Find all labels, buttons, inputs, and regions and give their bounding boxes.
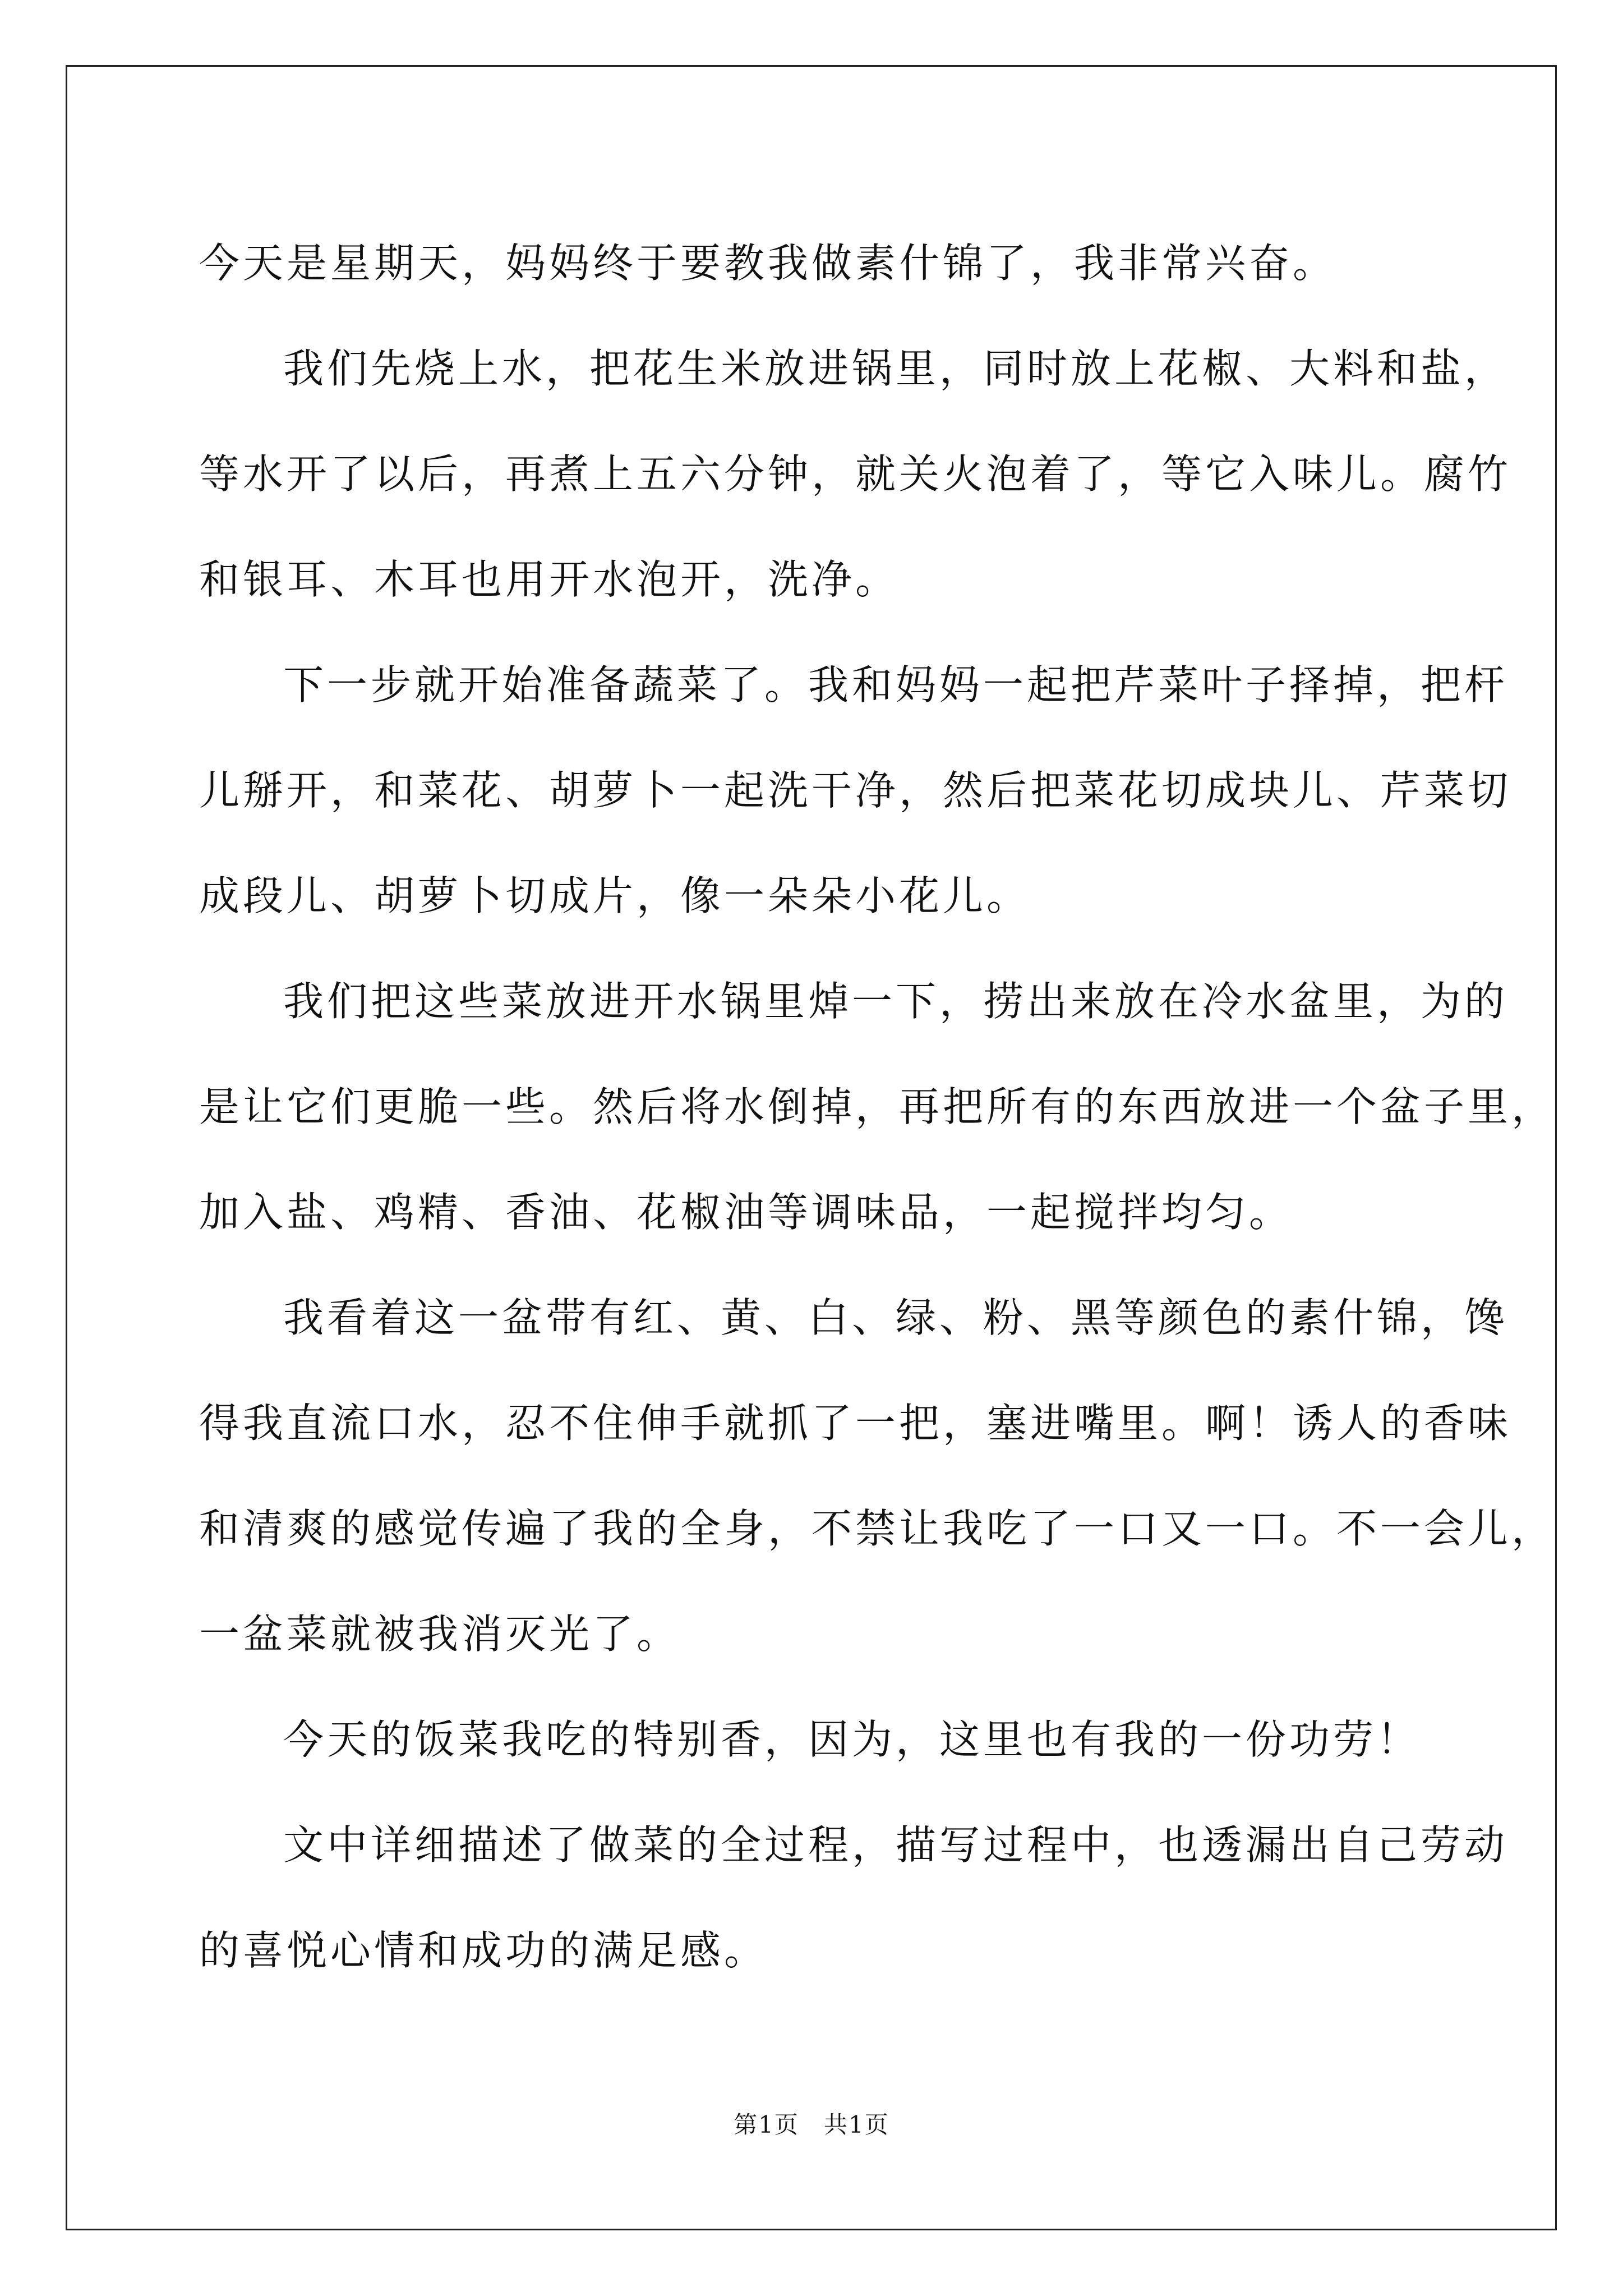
- text-line: 我看着这一盆带有红、黄、白、绿、粉、黑等颜色的素什锦，馋: [283, 1294, 1509, 1341]
- text-line: 得我直流口水，忍不住伸手就抓了一把，塞进嘴里。啊！诱人的香味: [199, 1400, 1512, 1447]
- text-line: 加入盐、鸡精、香油、花椒油等调味品，一起搅拌均匀。: [199, 1189, 1293, 1236]
- text-line: 成段儿、胡萝卜切成片，像一朵朵小花儿。: [199, 872, 1031, 919]
- text-line: 我们把这些菜放进开水锅里焯一下，捞出来放在冷水盆里，为的: [283, 978, 1509, 1025]
- paragraph-5: [199, 1265, 1556, 1687]
- text-line: 今天的饭菜我吃的特别香，因为，这里也有我的一份功劳！: [283, 1716, 1421, 1763]
- text-line: 我们先烧上水，把花生米放进锅里，同时放上花椒、大料和盐，: [283, 345, 1509, 392]
- text-line: 和清爽的感觉传遍了我的全身，不禁让我吃了一口又一口。不一会儿，: [199, 1505, 1556, 1552]
- paragraph-3: [199, 632, 1512, 949]
- text-line: 一盆菜就被我消灭光了。: [199, 1611, 681, 1658]
- text-line: 今天是星期天，妈妈终于要教我做素什锦了，我非常兴奋。: [199, 240, 1337, 287]
- paragraph-1: [199, 210, 1455, 316]
- paragraph-7: [199, 1792, 1509, 2003]
- text-line: 的喜悦心情和成功的满足感。: [199, 1927, 768, 1974]
- text-line: 和银耳、木耳也用开水泡开，洗净。: [199, 556, 900, 603]
- text-line: 儿掰开，和菜花、胡萝卜一起洗干净，然后把菜花切成块儿、芹菜切: [199, 767, 1512, 814]
- text-line: 下一步就开始准备蔬菜了。我和妈妈一起把芹菜叶子择掉，把杆: [283, 661, 1509, 708]
- paragraph-4: [199, 949, 1556, 1265]
- text-line: 是让它们更脆一些。然后将水倒掉，再把所有的东西放进一个盆子里，: [199, 1083, 1556, 1130]
- paragraph-2: [199, 316, 1512, 632]
- page-footer: 第1页 共1页: [734, 2111, 889, 2138]
- paragraph-6: [199, 1687, 1455, 1792]
- text-line: 等水开了以后，再煮上五六分钟，就关火泡着了，等它入味儿。腐竹: [199, 450, 1512, 498]
- text-line: 文中详细描述了做菜的全过程，描写过程中，也透漏出自己劳动: [283, 1821, 1509, 1869]
- document-body: [199, 210, 1556, 2003]
